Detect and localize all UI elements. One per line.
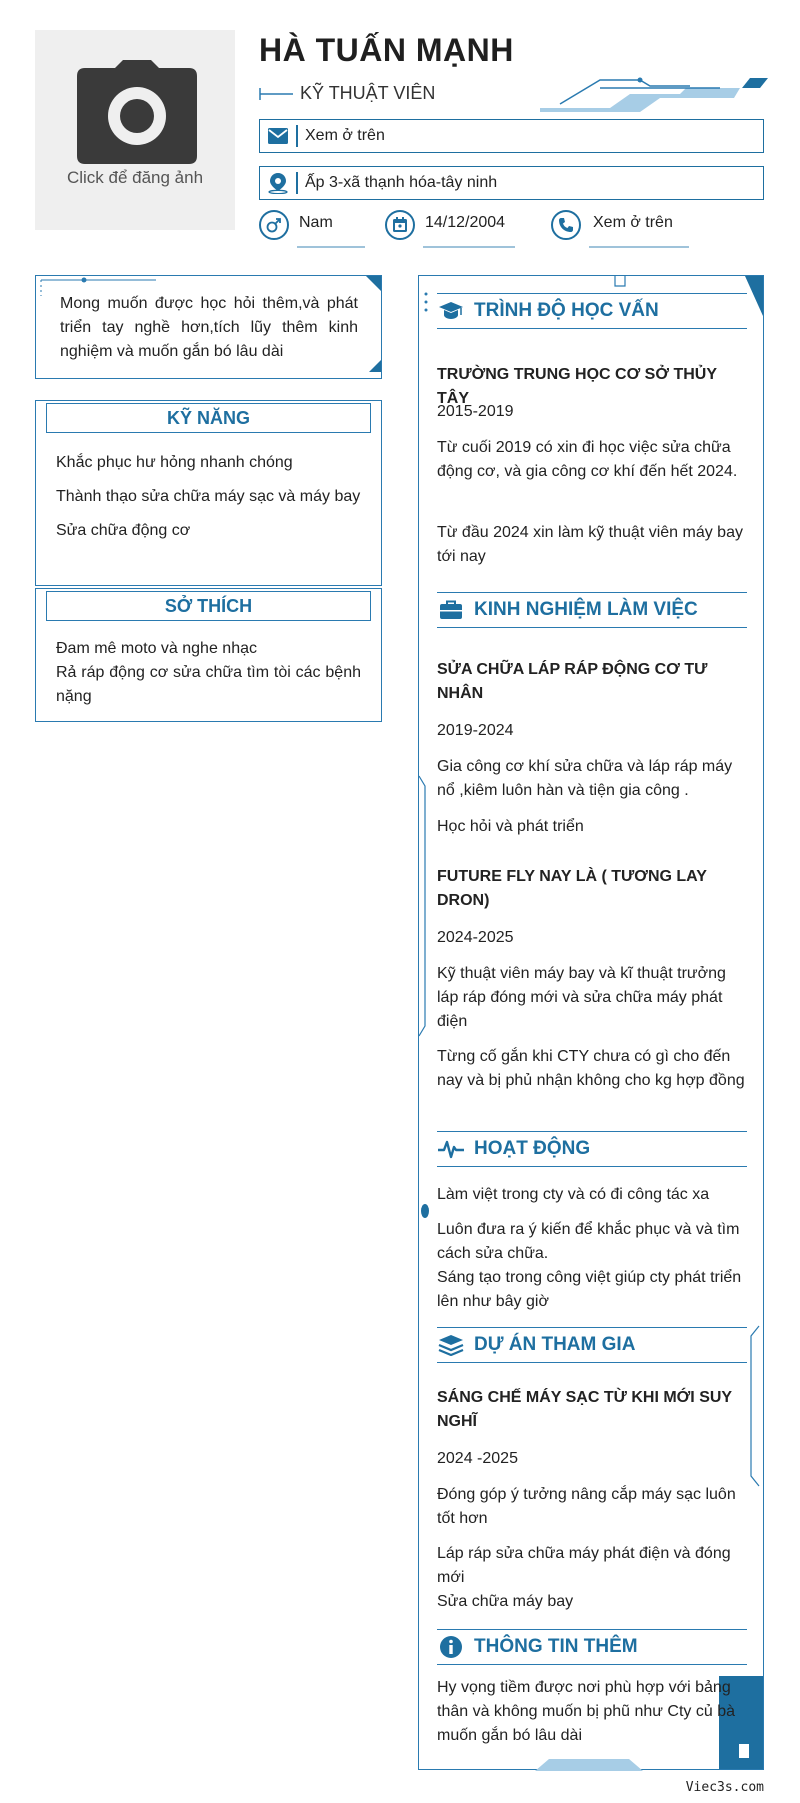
job-period: 2024-2025 [437,929,514,946]
briefcase-icon [437,598,465,622]
gender-item[interactable] [259,210,369,250]
main-column [418,275,764,1770]
email-value: Xem ở trên [305,127,385,144]
activity-line: Làm việt trong cty và có đi công tác xa [437,1186,710,1203]
projects-header [437,1327,747,1363]
hobby-item: Rả ráp động cơ sửa chữa tìm tòi các bệnh nặng [56,664,361,705]
education-desc: Từ cuối 2019 có xin đi học việc sửa chữa động cơ, và gia công cơ khí đến hết 2024. [437,439,738,480]
skills-list [56,451,361,543]
education-desc: Từ đầu 2024 xin làm kỹ thuật viên máy bay tới nay [437,524,743,565]
layers-icon [437,1333,465,1357]
info-icon [437,1635,465,1659]
objective-text: Mong muốn được học hỏi thêm,và phát triển tay nghề hơn,tích lũy thêm kinh nghiệm và muốn gắn bó lâu dài [60,295,358,360]
birthday-value: 14/12/2004 [425,214,506,231]
education-school: TRƯỜNG TRUNG HỌC CƠ SỞ THỦY TÂY [437,366,717,407]
watermark: Viec3s.com [685,1780,764,1795]
education-period: 2015-2019 [437,403,514,420]
skill-item: Thành thạo sửa chữa máy sạc và máy bay [56,488,361,505]
skill-item: Sửa chữa động cơ [56,522,191,539]
job-title: KỸ THUẬT VIÊN [300,83,436,103]
experience-header [437,592,747,628]
phone-item[interactable] [551,210,691,250]
education-header [437,293,747,329]
activity-line: Sáng tạo trong công việt giúp cty phát triển lên như bây giờ [437,1269,742,1310]
skills-box [35,400,382,586]
title-line-decoration [259,86,295,102]
job-desc: Gia công cơ khí sửa chữa và láp ráp máy nổ ,kiêm luôn hàn và tiện gia công . [437,758,733,799]
gender-icon [259,210,289,240]
camera-icon [77,60,197,164]
activity-line: Luôn đưa ra ý kiến để khắc phục và và tìm cách sửa chữa. [437,1221,740,1262]
calendar-icon [385,210,415,240]
job-company: SỬA CHỮA LÁP RÁP ĐỘNG CƠ TƯ NHÂN [437,661,708,702]
education-title: TRÌNH ĐỘ HỌC VẤN [474,300,659,321]
activities-title: HOẠT ĐỘNG [474,1138,591,1159]
project-desc: Đóng góp ý tưởng nâng cắp máy sạc luôn tốt hơn [437,1486,736,1527]
skill-item: Khắc phục hư hỏng nhanh chóng [56,454,293,471]
avatar-upload[interactable] [35,30,235,230]
job-desc: Từng cố gắn khi CTY chưa có gì cho đến nay và bị phủ nhận không cho kg hợp đồng [437,1048,745,1089]
birthday-item[interactable] [385,210,520,250]
gender-value: Nam [299,214,333,231]
address-field[interactable] [259,166,764,200]
job-desc: Kỹ thuật viên máy bay và kĩ thuật trưởng láp ráp đóng mới và sửa chữa máy phát điện [437,965,726,1030]
graduation-cap-icon [437,299,465,323]
experience-title: KINH NGHIỆM LÀM VIỆC [474,599,698,620]
project-desc: Sửa chữa máy bay [437,1593,574,1610]
location-pin-icon [260,167,296,198]
address-value: Ấp 3-xã thạnh hóa-tây ninh [305,174,498,191]
additional-title: THÔNG TIN THÊM [474,1636,638,1657]
hobbies-list [56,637,361,709]
project-period: 2024 -2025 [437,1450,518,1467]
email-field[interactable] [259,119,764,153]
project-desc: Láp ráp sửa chữa máy phát điện và đóng mới [437,1545,731,1586]
phone-icon [551,210,581,240]
job-period: 2019-2024 [437,722,514,739]
skills-title: KỸ NĂNG [46,403,371,433]
candidate-name: HÀ TUẤN MẠNH [259,32,514,68]
objective-box [35,275,382,379]
projects-title: DỰ ÁN THAM GIA [474,1334,636,1355]
additional-header [437,1629,747,1665]
header-circuit-decoration [540,74,770,114]
phone-value: Xem ở trên [593,214,673,231]
activities-header [437,1131,747,1167]
hobbies-title: SỞ THÍCH [46,591,371,621]
additional-text: Hy vọng tiềm được nơi phù hợp với bảng thân và không muốn bị phũ như Cty củ bà muốn gắn bó lâu dài [437,1679,736,1744]
hobbies-box [35,588,382,722]
job-desc: Học hỏi và phát triển [437,818,584,835]
job-company: FUTURE FLY NAY LÀ ( TƯƠNG LAY DRON) [437,868,707,909]
heartbeat-icon [437,1137,465,1161]
envelope-icon [260,120,296,151]
hobby-item: Đam mê moto và nghe nhạc [56,640,257,657]
project-name: SÁNG CHẾ MÁY SẠC TỪ KHI MỚI SUY NGHĨ [437,1389,732,1430]
photo-caption: Click để đăng ảnh [66,168,204,187]
